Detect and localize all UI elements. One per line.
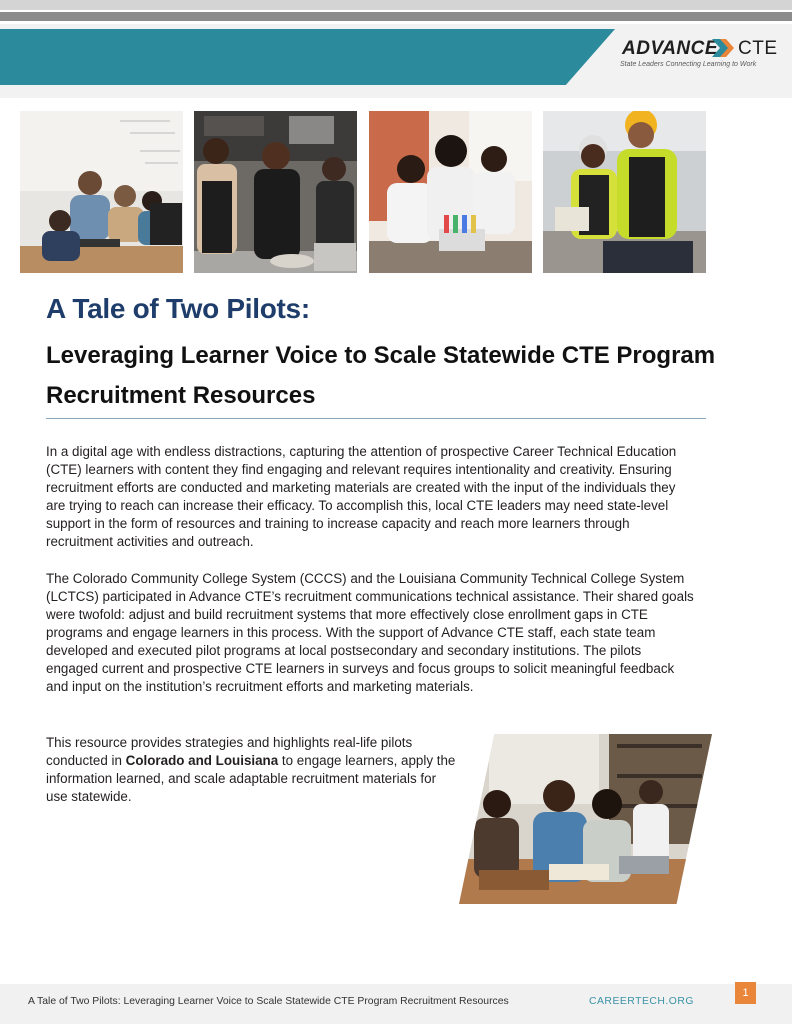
page-number: 1 <box>735 982 756 1004</box>
pilots-paragraph: The Colorado Community College System (CCCS) and the Louisiana Community Technical College System (LCTCS) participated in Advance CTE’s recruitment communications technical assistance. Their shared goals were twofold: adjust and build recruitment systems that more effectively close enrollment gaps in CTE programs and engage learners in this process. With the support of Advance CTE staff, each state team developed and executed pilot programs at local postsecondary and secondary institutions. The pilots engaged current and prospective CTE learners in surveys and focus groups to solicit meaningful feedback and input on the institution’s recruitment efforts and marketing materials. <box>46 571 694 694</box>
library-students-laptop-photo <box>459 734 712 904</box>
construction-workers-photo <box>543 111 706 273</box>
advance-cte-logo <box>620 36 780 76</box>
footer-website-link[interactable]: CAREERTECH.ORG <box>589 996 694 1007</box>
top-stripe-light <box>0 0 792 10</box>
header-teal-bar <box>0 29 615 85</box>
intro-paragraph: In a digital age with endless distractions, capturing the attention of prospective Career Technical Education (CTE) learners with content they find engaging and relevant requires intentionality and creativity. Ensuring recruitment efforts are conducted and marketing materials are created with the input of the individuals they are trying to reach can increase their efficacy. To accomplish this, local CTE leaders may need state-level support in the form of resources and training to increase capacity and reach more learners through recruitment activities and outreach. <box>46 444 677 549</box>
logo-word: ADVANCE <box>622 38 719 59</box>
document-title: A Tale of Two Pilots: <box>46 293 310 324</box>
top-stripe-dark <box>0 12 792 21</box>
students-tablet-classroom-photo <box>20 111 183 273</box>
science-lab-students-photo <box>369 111 532 273</box>
title-divider <box>46 418 706 419</box>
footer-title: A Tale of Two Pilots: Leveraging Learner Voice to Scale Statewide CTE Program Recruitment Resources <box>28 996 509 1007</box>
document-subtitle: Leveraging Learner Voice to Scale Statewide CTE Program Recruitment Resources <box>46 342 716 409</box>
logo-tagline: State Leaders Connecting Learning to Work <box>620 61 757 68</box>
resource-text-end: to engage learners, apply the information learned, and scale adaptable recruitment materials for use statewide. <box>46 753 456 804</box>
logo-cte: CTE <box>738 38 778 59</box>
culinary-students-kitchen-photo <box>194 111 357 273</box>
logo-chevron-icon <box>712 39 736 57</box>
states-highlight: Colorado and Louisiana <box>125 753 279 768</box>
resource-paragraph <box>46 734 456 806</box>
top-stripes <box>0 0 792 24</box>
resource-text-start: This resource provides strategies and highlights real-life pilots conducted in <box>46 735 413 768</box>
